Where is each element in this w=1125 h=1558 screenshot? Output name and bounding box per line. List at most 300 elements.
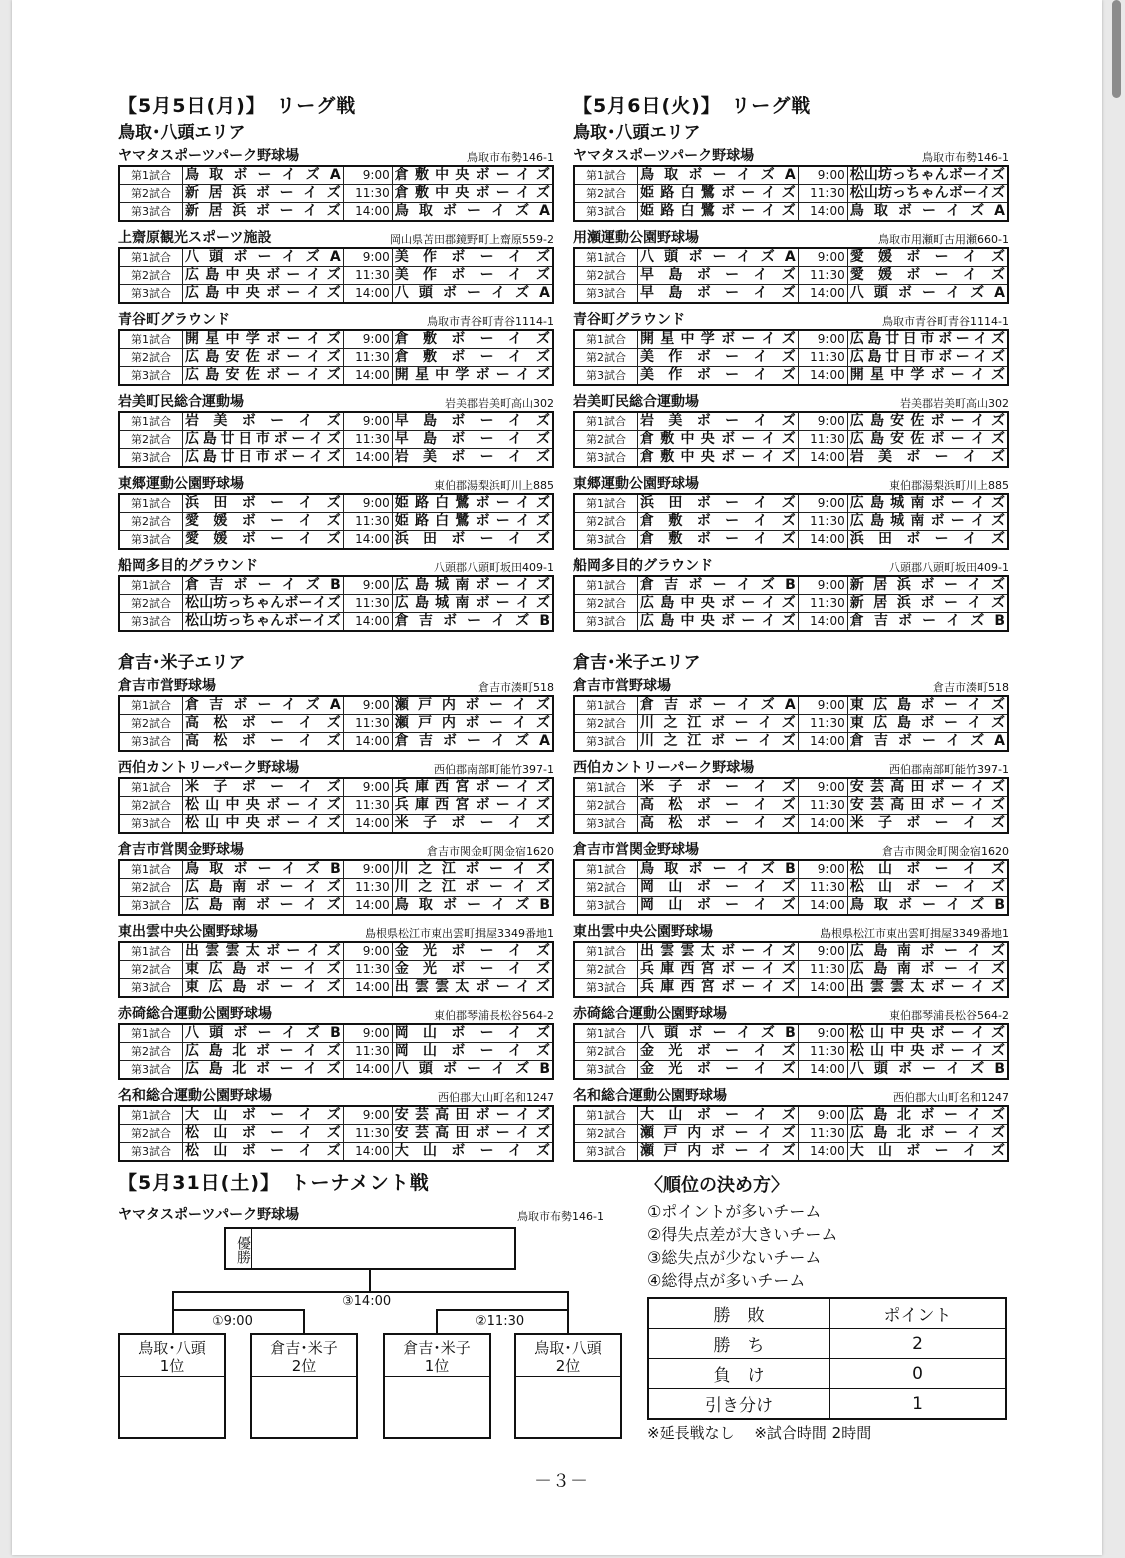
game-row — [574, 330, 1008, 349]
game-time: 9:00 — [798, 412, 847, 431]
game-row — [574, 267, 1008, 285]
game-row — [574, 1061, 1008, 1080]
away-team: 松山ボーイズ — [847, 879, 1008, 897]
venue-name: 東出雲中央公園野球場 — [118, 924, 258, 940]
away-team: 広島城南ボーイズ — [392, 595, 553, 613]
home-team: 岩美ボーイズ — [638, 412, 799, 431]
game-row — [574, 595, 1008, 613]
home-team: 倉敷中央ボーイズ — [638, 431, 799, 449]
game-number: 第1試合 — [119, 778, 183, 797]
game-time: 9:00 — [343, 166, 392, 185]
game-time: 9:00 — [798, 330, 847, 349]
venue-address: 岩美郡岩美町高山302 — [900, 397, 1009, 410]
venue-block — [118, 310, 554, 386]
scrollbar-thumb[interactable] — [1112, 0, 1121, 98]
seed-rank: 2位 — [291, 1357, 317, 1375]
home-team: 倉吉ボーイズA — [183, 696, 344, 715]
seed-box — [383, 1333, 491, 1439]
game-number: 第2試合 — [119, 961, 183, 979]
away-team: 愛媛ボーイズ — [847, 267, 1008, 285]
away-team: 開星中学ボーイズ — [392, 367, 553, 386]
game-row — [574, 576, 1008, 595]
game-number: 第3試合 — [574, 367, 638, 386]
home-team: 広島南ボーイズ — [183, 897, 344, 916]
home-team: 広島廿日市ボーイズ — [183, 449, 344, 468]
away-team: 松山中央ボーイズ — [847, 1024, 1008, 1043]
venue-name: ヤマタスポーツパーク野球場 — [573, 148, 755, 164]
home-team: 倉吉ボーイズA — [638, 696, 799, 715]
game-time: 9:00 — [798, 494, 847, 513]
venue-name: 倉吉市営関金野球場 — [573, 842, 699, 858]
game-time: 14:00 — [343, 1143, 392, 1162]
venue-name: 西伯カントリーパーク野球場 — [573, 760, 755, 776]
game-time: 14:00 — [343, 203, 392, 222]
game-time: 14:00 — [798, 733, 847, 752]
game-number: 第3試合 — [574, 897, 638, 916]
home-team: 川之江ボーイズ — [638, 733, 799, 752]
game-number: 第3試合 — [574, 203, 638, 222]
seed-box — [250, 1333, 358, 1439]
game-number: 第1試合 — [119, 412, 183, 431]
game-row — [119, 267, 553, 285]
venue-name: 青谷町グラウンド — [118, 312, 230, 328]
venue-name: 東出雲中央公園野球場 — [573, 924, 713, 940]
home-team: 鳥取ボーイズB — [638, 860, 799, 879]
home-team: 松山ボーイズ — [183, 1125, 344, 1143]
game-row — [574, 166, 1008, 185]
seed-rank: 2位 — [555, 1357, 581, 1375]
day-title: 【5月6日(火)】 リーグ戦 — [573, 95, 812, 117]
game-number: 第2試合 — [574, 185, 638, 203]
home-team: 岩美ボーイズ — [183, 412, 344, 431]
bracket-line — [172, 1291, 568, 1293]
games-table — [118, 1105, 554, 1162]
venue-block — [118, 556, 554, 632]
venue-address: 八頭郡八頭町坂田409-1 — [434, 561, 554, 574]
game-row — [119, 367, 553, 386]
game-number: 第2試合 — [119, 431, 183, 449]
game-time: 14:00 — [343, 285, 392, 304]
game-time: 14:00 — [343, 733, 392, 752]
game-row — [119, 1106, 553, 1125]
game-number: 第3試合 — [119, 897, 183, 916]
game-row — [119, 1061, 553, 1080]
venue-header — [118, 1086, 554, 1105]
game-number: 第1試合 — [574, 248, 638, 267]
game-number: 第3試合 — [119, 815, 183, 834]
home-team: 広島中央ボーイズ — [638, 595, 799, 613]
home-team: 鳥取ボーイズA — [638, 166, 799, 185]
game-number: 第3試合 — [574, 1061, 638, 1080]
venue-block — [573, 758, 1009, 834]
games-table — [573, 777, 1009, 834]
page-number: －３－ — [534, 1471, 588, 1492]
game-number: 第1試合 — [119, 1024, 183, 1043]
game-number: 第1試合 — [574, 494, 638, 513]
away-team: 倉敷中央ボーイズ — [392, 185, 553, 203]
tournament-venue: ヤマタスポーツパーク野球場 — [118, 1207, 300, 1223]
game-number: 第2試合 — [119, 513, 183, 531]
venue-header — [118, 840, 554, 859]
away-team: 新居浜ボーイズ — [847, 595, 1008, 613]
game-number: 第2試合 — [574, 1125, 638, 1143]
game-number: 第3試合 — [574, 815, 638, 834]
home-team: 広島安佐ボーイズ — [183, 367, 344, 386]
games-table — [573, 941, 1009, 998]
game-time: 14:00 — [798, 613, 847, 632]
ranking-rule: ④総得点が多いチーム — [647, 1271, 806, 1290]
home-team: 広島北ボーイズ — [183, 1043, 344, 1061]
bracket-line — [567, 1291, 569, 1309]
game-row — [574, 860, 1008, 879]
away-team: 東広島ボーイズ — [847, 715, 1008, 733]
game-number: 第3試合 — [574, 531, 638, 550]
game-row — [119, 531, 553, 550]
away-team: 倉敷ボーイズ — [392, 349, 553, 367]
game-row — [574, 1106, 1008, 1125]
game-time: 14:00 — [798, 285, 847, 304]
away-team: 広島北ボーイズ — [847, 1106, 1008, 1125]
venue-address: 鳥取市青谷町青谷1114-1 — [427, 315, 554, 328]
away-team: 出雲雲太ボーイズ — [847, 979, 1008, 998]
game-number: 第1試合 — [574, 942, 638, 961]
game-row — [119, 1143, 553, 1162]
home-team: 美作ボーイズ — [638, 349, 799, 367]
home-team: 高松ボーイズ — [638, 797, 799, 815]
game-time: 14:00 — [798, 979, 847, 998]
game-time: 11:30 — [343, 1043, 392, 1061]
game-time: 9:00 — [798, 166, 847, 185]
game-number: 第3試合 — [119, 367, 183, 386]
game-time: 14:00 — [343, 979, 392, 998]
game-row — [119, 248, 553, 267]
venue-name: 赤碕総合運動公園野球場 — [118, 1006, 272, 1022]
venue-name: 岩美町民総合運動場 — [118, 394, 244, 410]
game-row — [574, 513, 1008, 531]
home-team: 兵庫西宮ボーイズ — [638, 979, 799, 998]
venue-name: 東郷運動公園野球場 — [573, 476, 699, 492]
away-team: 倉敷ボーイズ — [392, 330, 553, 349]
home-team: 出雲雲太ボーイズ — [183, 942, 344, 961]
games-table — [118, 695, 554, 752]
venue-name: 上齋原観光スポーツ施設 — [118, 230, 272, 246]
venue-header — [573, 392, 1009, 411]
game-number: 第1試合 — [574, 330, 638, 349]
games-table — [573, 695, 1009, 752]
away-team: 岩美ボーイズ — [847, 449, 1008, 468]
area-title: 鳥取･八頭エリア — [573, 123, 701, 143]
seed-area: 倉吉･米子 — [403, 1339, 471, 1357]
game-number: 第1試合 — [574, 778, 638, 797]
home-team: 美作ボーイズ — [638, 367, 799, 386]
venue-header — [573, 922, 1009, 941]
ranking-rule: ③総失点が少ないチーム — [647, 1248, 822, 1267]
away-team: 米子ボーイズ — [392, 815, 553, 834]
game-time: 11:30 — [343, 797, 392, 815]
away-team: 松山坊っちゃんボーイズ — [847, 185, 1008, 203]
game-row — [119, 696, 553, 715]
game-row — [574, 696, 1008, 715]
game-time: 14:00 — [798, 531, 847, 550]
points-header-result: 勝 敗 — [648, 1298, 830, 1329]
away-team: 川之江ボーイズ — [392, 860, 553, 879]
home-team: 八頭ボーイズA — [638, 248, 799, 267]
home-team: 八頭ボーイズA — [183, 248, 344, 267]
away-team: 鳥取ボーイズA — [847, 203, 1008, 222]
away-team: 広島廿日市ボーイズ — [847, 349, 1008, 367]
venue-name: 岩美町民総合運動場 — [573, 394, 699, 410]
home-team: 金光ボーイズ — [638, 1061, 799, 1080]
game-time: 11:30 — [343, 431, 392, 449]
home-team: 倉敷中央ボーイズ — [638, 449, 799, 468]
venue-address: 倉吉市関金町関金宿1620 — [882, 845, 1009, 858]
game-time: 11:30 — [343, 961, 392, 979]
game-row — [119, 1024, 553, 1043]
game-time: 11:30 — [343, 267, 392, 285]
game-number: 第2試合 — [574, 513, 638, 531]
game-number: 第2試合 — [119, 1125, 183, 1143]
venue-address: 鳥取市青谷町青谷1114-1 — [882, 315, 1009, 328]
venue-block — [573, 474, 1009, 550]
game-time: 11:30 — [798, 349, 847, 367]
away-team: 広島廿日市ボーイズ — [847, 330, 1008, 349]
home-team: 東広島ボーイズ — [183, 961, 344, 979]
game-time: 11:30 — [798, 267, 847, 285]
venue-address: 西伯郡大山町名和1247 — [438, 1091, 554, 1104]
home-team: 高松ボーイズ — [183, 733, 344, 752]
game-row — [574, 1043, 1008, 1061]
game-time: 11:30 — [343, 185, 392, 203]
game-row — [119, 715, 553, 733]
venue-header — [573, 676, 1009, 695]
game-row — [574, 203, 1008, 222]
game-row — [119, 576, 553, 595]
venue-address: 東伯郡湯梨浜町川上885 — [889, 479, 1009, 492]
venue-block — [118, 922, 554, 998]
points-table — [647, 1297, 1007, 1420]
game-number: 第3試合 — [574, 733, 638, 752]
games-table — [573, 411, 1009, 468]
games-table — [118, 1023, 554, 1080]
venue-header — [573, 556, 1009, 575]
away-team: 松山坊っちゃんボーイズ — [847, 166, 1008, 185]
game-row — [119, 513, 553, 531]
away-team: 松山中央ボーイズ — [847, 1043, 1008, 1061]
game-row — [574, 613, 1008, 632]
game-number: 第2試合 — [574, 797, 638, 815]
game-time: 11:30 — [798, 1043, 847, 1061]
home-team: 早島ボーイズ — [638, 285, 799, 304]
games-table — [118, 165, 554, 222]
points-header-points: ポイント — [830, 1298, 1007, 1329]
game-row — [574, 979, 1008, 998]
game-row — [574, 733, 1008, 752]
venue-block — [118, 1004, 554, 1080]
home-team: 新居浜ボーイズ — [183, 203, 344, 222]
game-time: 9:00 — [798, 778, 847, 797]
venue-address: 島根県松江市東出雲町揖屋3349番地1 — [820, 927, 1009, 940]
venue-header — [118, 1004, 554, 1023]
game-row — [119, 595, 553, 613]
points-value: 1 — [830, 1389, 1007, 1420]
game-number: 第2試合 — [119, 267, 183, 285]
game-number: 第3試合 — [119, 1143, 183, 1162]
home-team: 広島南ボーイズ — [183, 879, 344, 897]
home-team: 瀬戸内ボーイズ — [638, 1143, 799, 1162]
game-row — [119, 494, 553, 513]
seed-box — [514, 1333, 622, 1439]
venue-address: 東伯郡琴浦長松谷564-2 — [434, 1009, 554, 1022]
venue-address: 東伯郡琴浦長松谷564-2 — [889, 1009, 1009, 1022]
venue-block — [573, 310, 1009, 386]
home-team: 米子ボーイズ — [638, 778, 799, 797]
game-row — [119, 285, 553, 304]
game-row — [119, 733, 553, 752]
game-row — [119, 412, 553, 431]
venue-block — [573, 556, 1009, 632]
game-number: 第2試合 — [119, 185, 183, 203]
away-team: 瀬戸内ボーイズ — [392, 696, 553, 715]
venue-name: 船岡多目的グラウンド — [118, 558, 258, 574]
game-row — [119, 330, 553, 349]
away-team: 八頭ボーイズA — [847, 285, 1008, 304]
game-time: 9:00 — [798, 1106, 847, 1125]
ranking-rule: ②得失点差が大きいチーム — [647, 1225, 838, 1244]
home-team: 松山中央ボーイズ — [183, 815, 344, 834]
venue-block — [118, 840, 554, 916]
game-time: 11:30 — [798, 185, 847, 203]
game-row — [119, 166, 553, 185]
game-number: 第1試合 — [574, 1106, 638, 1125]
ranking-title: 〈順位の決め方〉 — [645, 1175, 789, 1196]
game-row — [574, 285, 1008, 304]
games-table — [573, 1105, 1009, 1162]
away-team: 広島南ボーイズ — [847, 942, 1008, 961]
game-number: 第2試合 — [574, 879, 638, 897]
seed-area: 鳥取･八頭 — [138, 1339, 206, 1357]
game-number: 第3試合 — [119, 285, 183, 304]
venue-block — [118, 392, 554, 468]
venue-header — [118, 392, 554, 411]
game-time: 14:00 — [798, 203, 847, 222]
game-row — [574, 431, 1008, 449]
home-team: 広島中央ボーイズ — [638, 613, 799, 632]
game-time: 9:00 — [343, 696, 392, 715]
game-time: 11:30 — [798, 797, 847, 815]
game-number: 第3試合 — [574, 449, 638, 468]
away-team: 安芸高田ボーイズ — [392, 1125, 553, 1143]
away-team: 八頭ボーイズB — [847, 1061, 1008, 1080]
venue-header — [118, 228, 554, 247]
games-table — [573, 1023, 1009, 1080]
game-number: 第3試合 — [119, 733, 183, 752]
game-row — [574, 715, 1008, 733]
game-time: 11:30 — [798, 715, 847, 733]
venue-header — [118, 758, 554, 777]
area-title: 倉吉･米子エリア — [573, 653, 701, 673]
game-row — [119, 613, 553, 632]
away-team: 広島城南ボーイズ — [392, 576, 553, 595]
game-row — [119, 942, 553, 961]
venue-block — [573, 1004, 1009, 1080]
away-team: 松山ボーイズ — [847, 860, 1008, 879]
game-row — [574, 815, 1008, 834]
venue-header — [573, 310, 1009, 329]
game-time: 14:00 — [798, 367, 847, 386]
game-time: 11:30 — [798, 879, 847, 897]
game-row — [574, 412, 1008, 431]
home-team: 米子ボーイズ — [183, 778, 344, 797]
away-team: 米子ボーイズ — [847, 815, 1008, 834]
venue-header — [118, 922, 554, 941]
game-time: 14:00 — [798, 449, 847, 468]
venue-address: 鳥取市布勢146-1 — [922, 151, 1009, 164]
home-team: 広島中央ボーイズ — [183, 267, 344, 285]
game-row — [119, 897, 553, 916]
game-time: 11:30 — [343, 1125, 392, 1143]
home-team: 浜田ボーイズ — [638, 494, 799, 513]
area-title: 鳥取･八頭エリア — [118, 123, 246, 143]
home-team: 倉敷ボーイズ — [638, 513, 799, 531]
seed-area: 倉吉･米子 — [270, 1339, 338, 1357]
venue-block — [573, 922, 1009, 998]
away-team: 岩美ボーイズ — [392, 449, 553, 468]
game-number: 第1試合 — [119, 248, 183, 267]
game-time: 14:00 — [343, 1061, 392, 1080]
game-time: 14:00 — [343, 897, 392, 916]
venue-block — [573, 146, 1009, 222]
game-row — [119, 797, 553, 815]
away-team: 八頭ボーイズB — [392, 1061, 553, 1080]
game-number: 第2試合 — [574, 431, 638, 449]
ranking-notes: ※延長戦なし ※試合時間 2時間 — [647, 1424, 872, 1442]
final-time: ③14:00 — [342, 1294, 392, 1309]
game-row — [119, 185, 553, 203]
game-number: 第2試合 — [574, 961, 638, 979]
game-row — [574, 1024, 1008, 1043]
home-team: 大山ボーイズ — [638, 1106, 799, 1125]
games-table — [573, 247, 1009, 304]
points-result: 勝 ち — [648, 1329, 830, 1359]
away-team: 倉吉ボーイズB — [847, 613, 1008, 632]
game-row — [119, 431, 553, 449]
away-team: 金光ボーイズ — [392, 942, 553, 961]
venue-header — [573, 228, 1009, 247]
game-row — [574, 1143, 1008, 1162]
game-time: 11:30 — [798, 595, 847, 613]
away-team: 愛媛ボーイズ — [847, 248, 1008, 267]
semifinal-2-time: ②11:30 — [475, 1314, 525, 1329]
tournament-address: 鳥取市布勢146-1 — [517, 1210, 604, 1223]
bracket-line — [436, 1309, 438, 1333]
game-time: 9:00 — [343, 494, 392, 513]
home-team: 高松ボーイズ — [183, 715, 344, 733]
venue-address: 岩美郡岩美町高山302 — [445, 397, 554, 410]
game-row — [119, 860, 553, 879]
game-number: 第2試合 — [119, 1043, 183, 1061]
game-number: 第1試合 — [119, 860, 183, 879]
venue-address: 西伯郡南部町能竹397-1 — [434, 763, 554, 776]
game-row — [119, 879, 553, 897]
home-team: 松山坊っちゃんボーイズ — [183, 595, 344, 613]
venue-name: 西伯カントリーパーク野球場 — [118, 760, 300, 776]
game-time: 9:00 — [798, 942, 847, 961]
game-time: 11:30 — [343, 349, 392, 367]
game-number: 第2試合 — [574, 1043, 638, 1061]
game-time: 11:30 — [343, 513, 392, 531]
home-team: 八頭ボーイズB — [183, 1024, 344, 1043]
game-number: 第1試合 — [119, 696, 183, 715]
